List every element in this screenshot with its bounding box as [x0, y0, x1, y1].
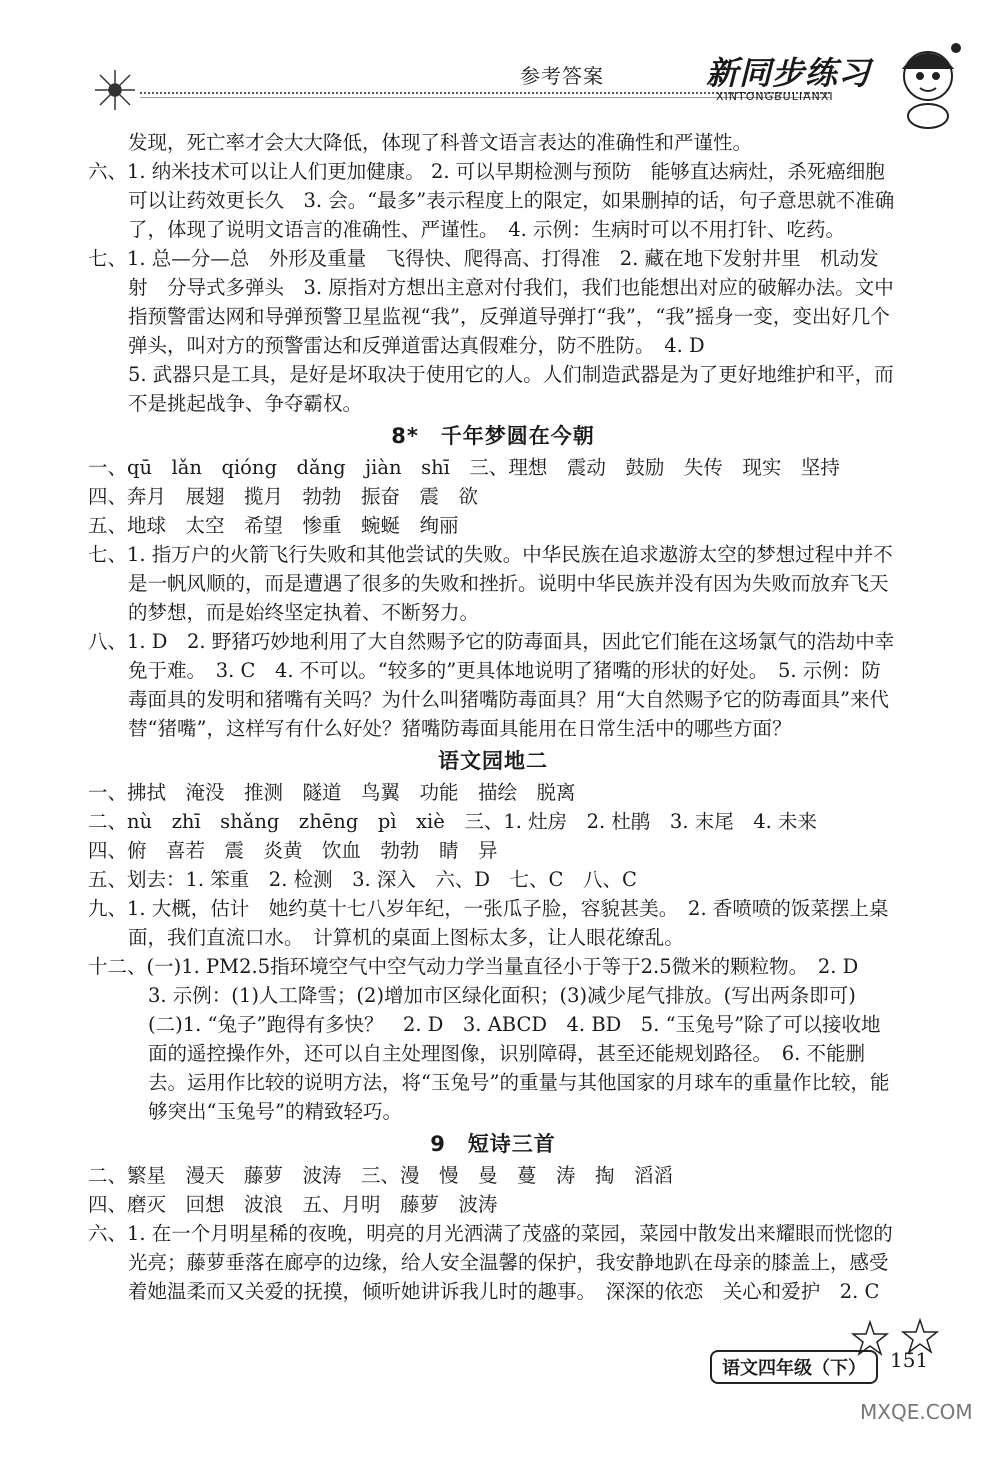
answer-line: 发现，死亡率才会大大降低，体现了科普文语言表达的准确性和严谨性。 — [128, 131, 753, 154]
brand-title: 新同步练习 — [706, 54, 872, 92]
answer-item: 四、磨灭 回想 波浪 五、月明 藤萝 波涛 — [88, 1193, 498, 1216]
answer-item: 3. 示例：(1)人工降雪；(2)增加市区绿化面积；(3)减少尾气排放。(写出两条即可) — [148, 984, 856, 1007]
answer-item-7: 七、1. 总—分—总 外形及重量 飞得快、爬得高、打得准 2. 藏在地下发射井里 机动发射 分导式多弹头 3. 原指对方想出主意对付我们，我们也能想出对应的破解办法。文中指预警雷达网和导弹预警卫星监视“我”，反弹道导弹打“我”，“我”摇身一变，变出好几个弹头，叫对方的预警雷达和反弹道雷达真假难分，防不胜防。 4. D — [88, 247, 894, 357]
section-title: 9 短诗三首 — [430, 1132, 556, 1156]
answer-item-7-5: 5. 武器只是工具，是好是坏取决于使用它的人。人们制造武器是为了更好地维护和平，而不是挑起战争、争夺霸权。 — [128, 363, 894, 415]
book-label: 语文四年级（下） — [710, 1350, 878, 1384]
answer-content — [88, 128, 905, 1306]
answer-item: 六、1. 在一个月明星稀的夜晚，明亮的月光洒满了茂盛的菜园，菜园中散发出来耀眼而恍惚的光亮；藤萝垂落在廊亭的边缘，给人安全温馨的保护，我安静地趴在母亲的膝盖上，感受着她温柔而又关爱的抚摸，倾听她讲诉我儿时的趣事。 深深的依恋 关心和爱护 2. C — [88, 1222, 893, 1303]
answer-item: 四、俯 喜若 震 炎黄 饮血 勃勃 睛 异 — [88, 839, 498, 862]
answer-item: 二、繁星 漫天 藤萝 波涛 三、漫 慢 曼 蔓 涛 掏 滔滔 — [88, 1164, 674, 1187]
answer-item: (二)1. “兔子”跑得有多快？ 2. D 3. ABCD 4. BD 5. “玉兔号”除了可以接收地面的遥控操作外，还可以自主处理图像，识别障碍，甚至还能规划路径。 6. 不能删去。运用作比较的说明方法，将“玉兔号”的重量与其他国家的月球车的重量作比较，能够突出“玉兔号”的精致轻巧。 — [148, 1013, 890, 1123]
header-label: 参考答案 — [520, 64, 604, 88]
section-title: 语文园地二 — [438, 749, 548, 773]
answer-item: 四、奔月 展翅 揽月 勃勃 振奋 震 欲 — [88, 485, 479, 508]
answer-item: 十二、(一)1. PM2.5指环境空气中空气动力学当量直径小于等于2.5微米的颗粒物。 2. D — [88, 955, 859, 978]
snowman-mascot-icon — [888, 40, 968, 130]
answer-item-6: 六、1. 纳米技术可以让人们更加健康。 2. 可以早期检测与预防 能够直达病灶，杀死癌细胞 可以让药效更长久 3. 会。“最多”表示程度上的限定，如果删掉的话，句子意思就不准确了，体现了说明文语言的准确性、严谨性。 4. 示例：生病时可以不用打针、吃药。 — [88, 160, 905, 241]
answer-item: 五、划去：1. 笨重 2. 检测 3. 深入 六、D 七、C 八、C — [88, 868, 637, 891]
brand-subtitle: XINTONGBULIANXI — [716, 90, 834, 103]
page-footer — [700, 1338, 960, 1398]
answer-item: 五、地球 太空 希望 惨重 蜿蜒 绚丽 — [88, 514, 459, 537]
answer-item: 一、qū lǎn qióng dǎng jiàn shī 三、理想 震动 鼓励 失传 现实 坚持 — [88, 456, 840, 479]
answer-item: 七、1. 指万户的火箭飞行失败和其他尝试的失败。中华民族在追求遨游太空的梦想过程中并不是一帆风顺的，而是遭遇了很多的失败和挫折。说明中华民族并没有因为失败而放弃飞天的梦想，而是始终坚定执着、不断努力。 — [88, 543, 893, 624]
page-number: 151 — [890, 1348, 929, 1372]
answer-item: 一、拂拭 淹没 推测 隧道 鸟翼 功能 描绘 脱离 — [88, 781, 576, 804]
answer-item: 二、nù zhī shǎng zhēng pì xiè 三、1. 灶房 2. 杜鹃 3. 末尾 4. 未来 — [88, 810, 818, 833]
section-title: 8* 千年梦圆在今朝 — [391, 424, 595, 448]
answer-item: 九、1. 大概，估计 她约莫十七八岁年纪，一张瓜子脸，容貌甚美。 2. 香喷喷的饭菜摆上桌面，我们直流口水。 计算机的桌面上图标太多，让人眼花缭乱。 — [88, 897, 889, 949]
star-flourish-icon — [80, 60, 150, 120]
watermark: MXQE.COM — [860, 1400, 973, 1424]
answer-item: 八、1. D 2. 野猪巧妙地利用了大自然赐予它的防毒面具，因此它们能在这场氯气的浩劫中幸免于难。 3. C 4. 不可以。“较多的”更具体地说明了猪嘴的形状的好处。 5. 示例：防毒面具的发明和猪嘴有关吗？为什么叫猪嘴防毒面具？用“大自然赐予它的防毒面具”来代替“猪嘴”，这样写有什么好处？猪嘴防毒面具能用在日常生活中的哪些方面？ — [88, 630, 895, 740]
page-header — [0, 0, 1000, 130]
